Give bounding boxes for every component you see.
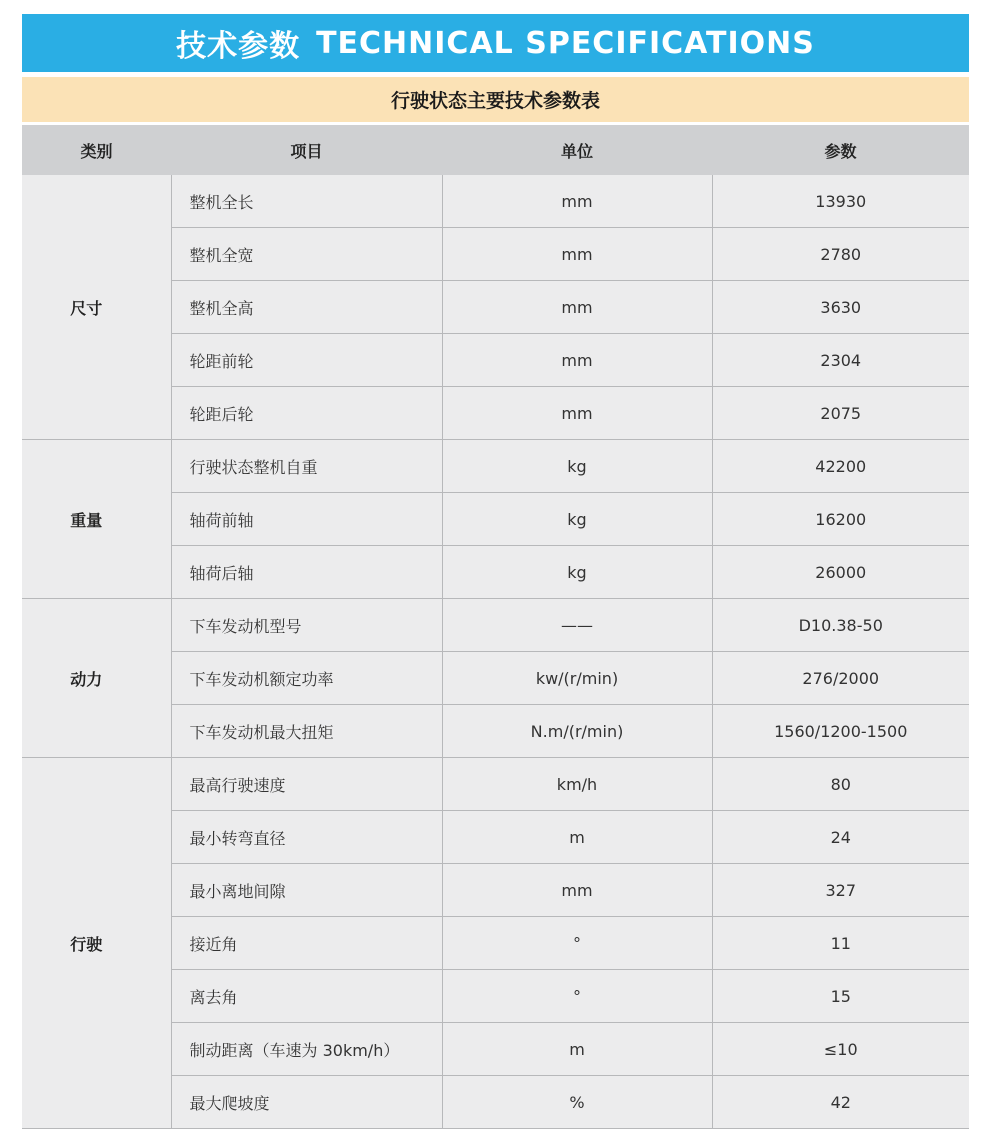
value-cell: 15 xyxy=(712,970,969,1023)
spec-table xyxy=(22,125,969,1129)
unit-cell: mm xyxy=(442,387,712,440)
unit-cell: m xyxy=(442,811,712,864)
table-header-row xyxy=(22,125,969,175)
table-row xyxy=(22,440,969,493)
table-row xyxy=(22,758,969,811)
table-row xyxy=(22,175,969,228)
value-cell: 13930 xyxy=(712,175,969,228)
item-cell: 最大爬坡度 xyxy=(171,1076,442,1129)
title-banner xyxy=(22,14,969,72)
unit-cell: mm xyxy=(442,864,712,917)
value-cell: 3630 xyxy=(712,281,969,334)
value-cell: 24 xyxy=(712,811,969,864)
value-cell: 327 xyxy=(712,864,969,917)
item-cell: 轮距前轮 xyxy=(171,334,442,387)
unit-cell: % xyxy=(442,1076,712,1129)
title-cn: 技术参数 xyxy=(176,29,301,64)
item-cell: 整机全宽 xyxy=(171,228,442,281)
value-cell: 11 xyxy=(712,917,969,970)
value-cell: 1560/1200-1500 xyxy=(712,705,969,758)
unit-cell: mm xyxy=(442,334,712,387)
value-cell: 2304 xyxy=(712,334,969,387)
unit-cell: kg xyxy=(442,493,712,546)
value-cell: 2075 xyxy=(712,387,969,440)
unit-cell: ° xyxy=(442,917,712,970)
column-header-item: 项目 xyxy=(171,125,442,175)
item-cell: 整机全高 xyxy=(171,281,442,334)
unit-cell: m xyxy=(442,1023,712,1076)
value-cell: 42200 xyxy=(712,440,969,493)
unit-cell: —— xyxy=(442,599,712,652)
item-cell: 制动距离（车速为 30km/h） xyxy=(171,1023,442,1076)
value-cell: D10.38-50 xyxy=(712,599,969,652)
item-cell: 下车发动机最大扭矩 xyxy=(171,705,442,758)
category-cell: 重量 xyxy=(22,440,171,599)
item-cell: 离去角 xyxy=(171,970,442,1023)
item-cell: 轴荷前轴 xyxy=(171,493,442,546)
title-en: TECHNICAL SPECIFICATIONS xyxy=(316,25,815,61)
unit-cell: kg xyxy=(442,546,712,599)
value-cell: 2780 xyxy=(712,228,969,281)
item-cell: 最小离地间隙 xyxy=(171,864,442,917)
unit-cell: kw/(r/min) xyxy=(442,652,712,705)
item-cell: 下车发动机型号 xyxy=(171,599,442,652)
column-header-category: 类别 xyxy=(22,125,171,175)
category-cell: 行驶 xyxy=(22,758,171,1129)
unit-cell: ° xyxy=(442,970,712,1023)
unit-cell: mm xyxy=(442,281,712,334)
item-cell: 整机全长 xyxy=(171,175,442,228)
category-cell: 尺寸 xyxy=(22,175,171,440)
category-cell: 动力 xyxy=(22,599,171,758)
value-cell: 26000 xyxy=(712,546,969,599)
unit-cell: mm xyxy=(442,228,712,281)
table-body xyxy=(22,175,969,1129)
value-cell: ≤10 xyxy=(712,1023,969,1076)
item-cell: 最小转弯直径 xyxy=(171,811,442,864)
item-cell: 下车发动机额定功率 xyxy=(171,652,442,705)
column-header-value: 参数 xyxy=(712,125,969,175)
unit-cell: N.m/(r/min) xyxy=(442,705,712,758)
unit-cell: kg xyxy=(442,440,712,493)
value-cell: 276/2000 xyxy=(712,652,969,705)
item-cell: 最高行驶速度 xyxy=(171,758,442,811)
unit-cell: mm xyxy=(442,175,712,228)
value-cell: 80 xyxy=(712,758,969,811)
unit-cell: km/h xyxy=(442,758,712,811)
item-cell: 轮距后轮 xyxy=(171,387,442,440)
table-subtitle: 行驶状态主要技术参数表 xyxy=(22,77,969,122)
table-row xyxy=(22,599,969,652)
item-cell: 轴荷后轴 xyxy=(171,546,442,599)
item-cell: 行驶状态整机自重 xyxy=(171,440,442,493)
value-cell: 42 xyxy=(712,1076,969,1129)
item-cell: 接近角 xyxy=(171,917,442,970)
value-cell: 16200 xyxy=(712,493,969,546)
column-header-unit: 单位 xyxy=(442,125,712,175)
